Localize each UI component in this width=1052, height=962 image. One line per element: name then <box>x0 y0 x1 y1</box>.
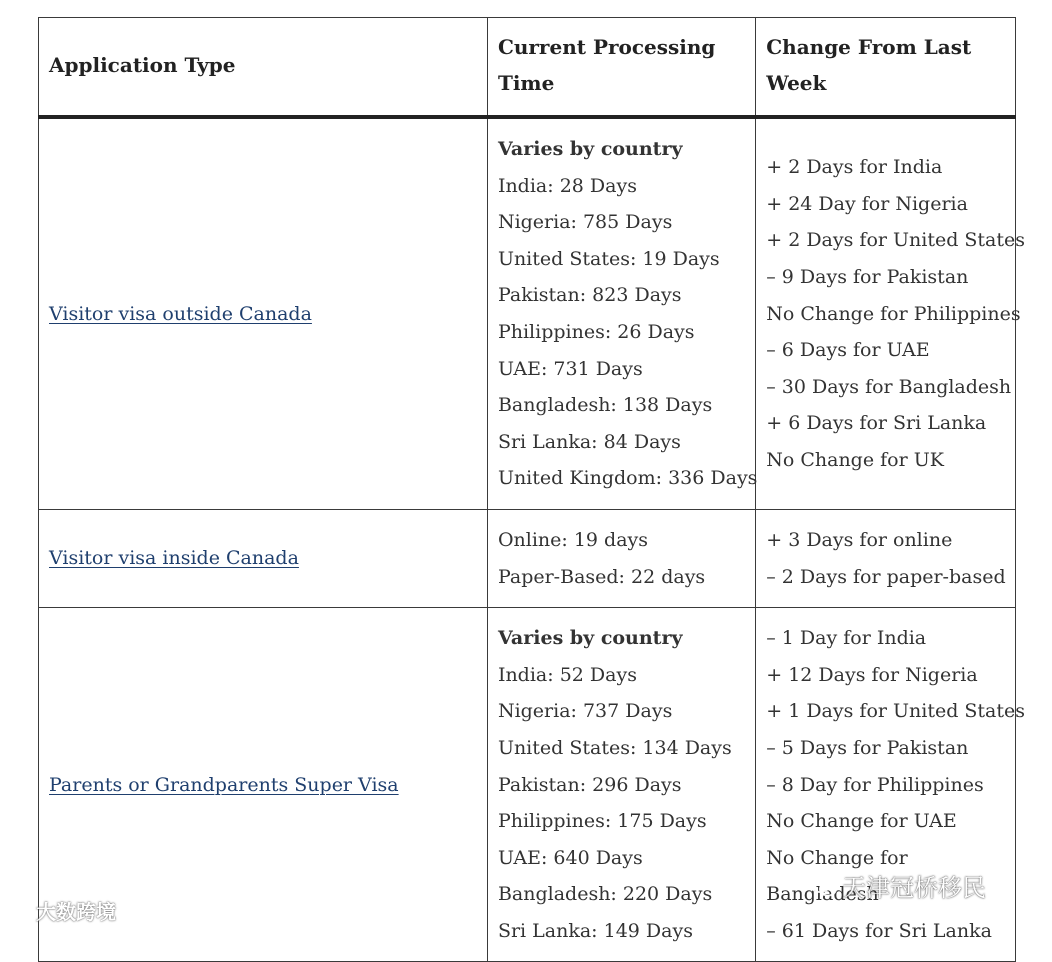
change-line: – 6 Days for UAE <box>766 339 930 362</box>
processing-line-heading: Varies by country <box>497 138 683 160</box>
watermark-left <box>6 896 116 926</box>
super-visa-link[interactable]: Parents or Grandparents Super Visa <box>49 773 399 796</box>
change-line: + 12 Days for Nigeria <box>766 663 978 686</box>
processing-line: UAE: 731 Days <box>497 357 643 380</box>
processing-time-cell <box>487 509 755 607</box>
processing-line: Online: 19 days <box>497 528 649 551</box>
change-line: + 3 Days for online <box>766 528 953 551</box>
header-application-type: Application Type <box>39 18 488 118</box>
application-type-cell <box>39 117 488 509</box>
change-line: + 2 Days for United States <box>766 229 1026 252</box>
change-line: No Change for Philippines <box>766 302 1021 325</box>
watermark-right <box>808 868 986 904</box>
wechat-icon <box>808 874 838 904</box>
processing-times-table <box>38 17 1026 962</box>
change-line: + 1 Days for United States <box>766 700 1026 723</box>
change-line: No Change for <box>766 846 908 869</box>
change-line: No Change for UAE <box>766 810 957 833</box>
processing-time-cell <box>487 608 755 962</box>
processing-line: Pakistan: 823 Days <box>497 284 682 307</box>
header-current-processing-time: Current Processing Time <box>487 18 755 118</box>
change-line: + 24 Day for Nigeria <box>766 192 968 215</box>
processing-line-heading: Varies by country <box>497 627 683 650</box>
processing-line: UAE: 640 Days <box>497 846 643 869</box>
table-row <box>39 117 1016 509</box>
processing-line: India: 28 Days <box>497 174 637 197</box>
change-line: – 9 Days for Pakistan <box>766 266 969 289</box>
change-cell <box>756 509 1016 607</box>
processing-line: United States: 134 Days <box>497 736 732 759</box>
weibo-icon <box>6 901 32 926</box>
processing-line: Paper-Based: 22 days <box>497 565 706 588</box>
processing-line: Nigeria: 737 Days <box>497 700 673 723</box>
processing-line: Philippines: 26 Days <box>497 320 695 343</box>
header-change-from-last-week: Change From Last Week <box>756 18 1016 118</box>
watermark-left-text: 大数跨境 <box>36 900 116 924</box>
processing-line: Bangladesh: 138 Days <box>497 394 713 417</box>
processing-time-cell <box>487 117 758 509</box>
change-line: – 1 Day for India <box>766 627 927 650</box>
processing-line: Sri Lanka: 84 Days <box>497 430 681 453</box>
change-line: – 8 Day for Philippines <box>766 773 984 796</box>
application-type-cell <box>39 509 488 607</box>
processing-line: Nigeria: 785 Days <box>497 211 673 234</box>
change-cell <box>756 608 1026 962</box>
visitor-visa-inside-canada-link[interactable]: Visitor visa inside Canada <box>49 547 299 570</box>
change-line: – 2 Days for paper-based <box>766 565 1006 588</box>
change-line: – 30 Days for Bangladesh <box>766 375 1012 398</box>
processing-line: Bangladesh: 220 Days <box>497 883 713 906</box>
processing-line: Sri Lanka: 149 Days <box>497 919 693 942</box>
table-row <box>39 608 1016 962</box>
table-header-row <box>39 18 1016 118</box>
change-line: – 5 Days for Pakistan <box>766 736 969 759</box>
change-line: – 61 Days for Sri Lanka <box>766 919 992 942</box>
table-row <box>39 509 1016 607</box>
change-line: + 6 Days for Sri Lanka <box>766 412 987 435</box>
processing-line: Pakistan: 296 Days <box>497 773 682 796</box>
change-line: No Change for UK <box>766 449 944 472</box>
watermark-right-text: 天津冠桥移民 <box>842 874 986 902</box>
change-line: + 2 Days for India <box>766 156 943 179</box>
change-cell <box>756 117 1026 509</box>
processing-line: United States: 19 Days <box>497 247 720 270</box>
processing-line: India: 52 Days <box>497 663 637 686</box>
processing-line: Philippines: 175 Days <box>497 810 707 833</box>
visitor-visa-outside-canada-link[interactable]: Visitor visa outside Canada <box>49 302 312 325</box>
change-line: Bangladesh <box>766 883 879 906</box>
processing-line: United Kingdom: 336 Days <box>497 467 758 490</box>
